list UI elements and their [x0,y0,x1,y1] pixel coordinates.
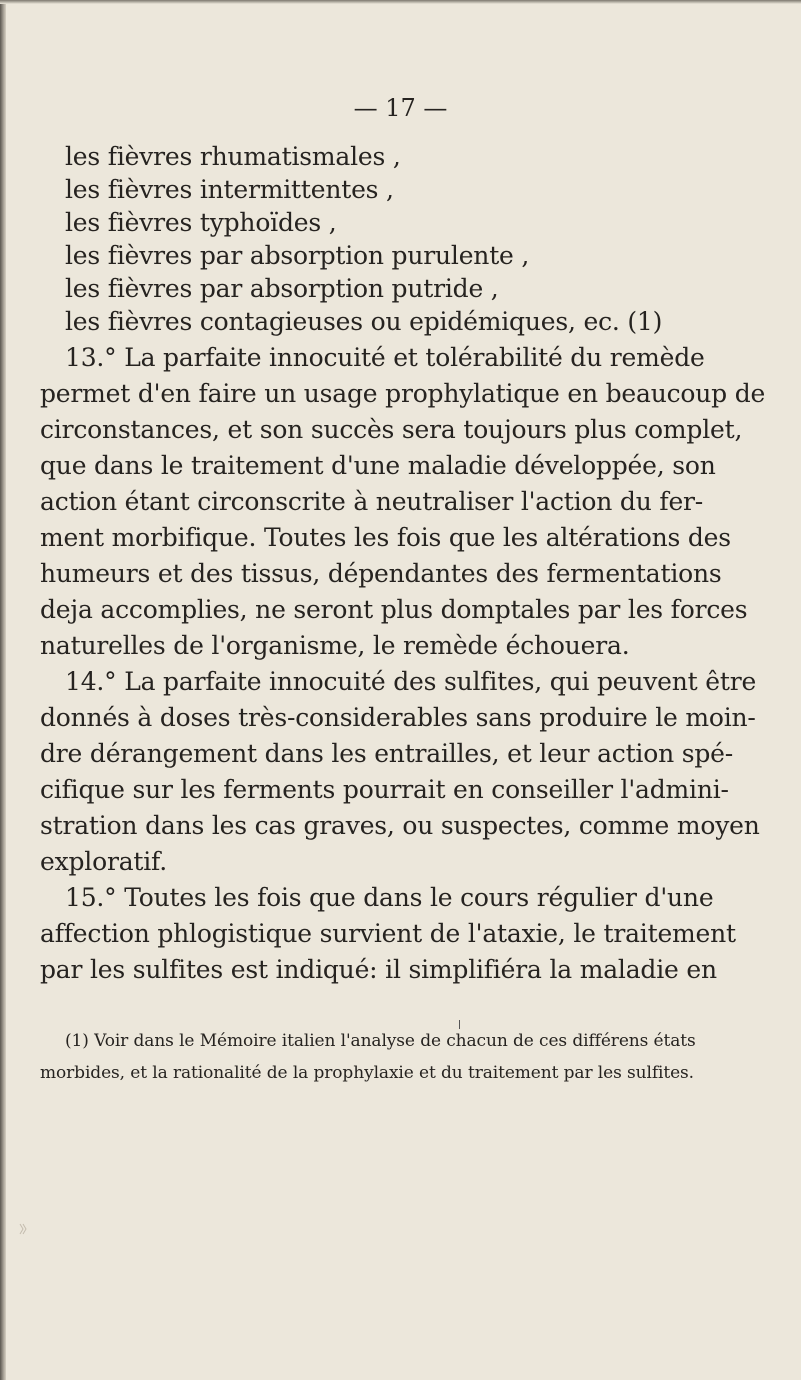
footnote-line: (1) Voir dans le Mémoire italien l'analyse de chacun de ces différens états [65,1031,696,1051]
text-line: exploratif. [40,847,167,876]
footnote-mark [459,1020,460,1029]
page-binding-edge [0,0,6,1380]
text-line: par les sulfites est indiqué: il simplifiéra la maladie en [40,955,717,984]
text-line: ment morbifique. Toutes les fois que les altérations des [40,523,731,552]
text-line: affection phlogistique survient de l'ataxie, le traitement [40,919,736,948]
text-line: les fièvres par absorption putride , [65,274,499,303]
text-line: que dans le traitement d'une maladie développée, son [40,451,716,480]
text-line: les fièvres intermittentes , [65,175,394,204]
text-line: permet d'en faire un usage prophylatique en beaucoup de [40,379,766,408]
text-line: les fièvres typhoïdes , [65,208,337,237]
page-top-edge [0,0,801,4]
text-line: 14.° La parfaite innocuité des sulfites, qui peuvent être [65,667,757,696]
text-line: 15.° Toutes les fois que dans le cours régulier d'une [65,883,714,912]
footnote-line: morbides, et la rationalité de la prophylaxie et du traitement par les sulfites. [40,1063,694,1083]
text-line: naturelles de l'organisme, le remède échouera. [40,631,630,660]
text-line: 13.° La parfaite innocuité et tolérabilité du remède [65,343,705,372]
text-line: les fièvres contagieuses ou epidémiques, ec. (1) [65,307,663,336]
text-line: stration dans les cas graves, ou suspectes, comme moyen [40,811,760,840]
text-line: les fièvres par absorption purulente , [65,241,530,270]
text-line: les fièvres rhumatismales , [65,142,401,171]
paper-stain [18,1222,28,1236]
page-number: — 17 — [353,94,448,122]
text-line: donnés à doses très-considerables sans produire le moin- [40,703,756,732]
text-line: action étant circonscrite à neutraliser l'action du fer- [40,487,704,516]
text-line: dre dérangement dans les entrailles, et leur action spé- [40,739,733,768]
text-line: humeurs et des tissus, dépendantes des fermentations [40,559,722,588]
text-line: circonstances, et son succès sera toujours plus complet, [40,415,743,444]
text-line: deja accomplies, ne seront plus domptales par les forces [40,595,748,624]
text-line: cifique sur les ferments pourrait en conseiller l'admini- [40,775,729,804]
